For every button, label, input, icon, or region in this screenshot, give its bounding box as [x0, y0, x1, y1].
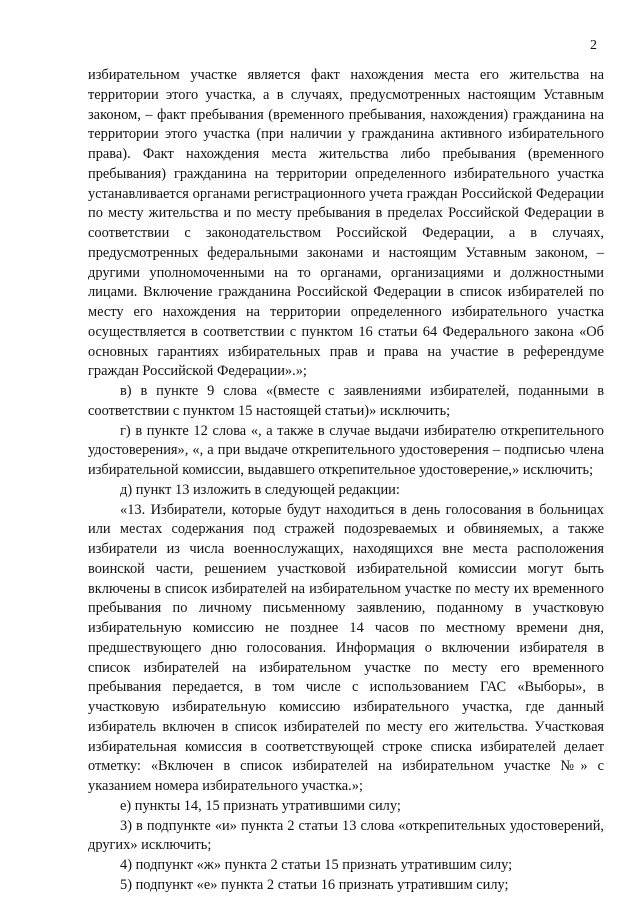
paragraph-item-v: в) в пункте 9 слова «(вместе с заявлениями избирателей, поданными в соответствии с пунктом 15 настоящей статьи)» исключить;: [88, 383, 604, 419]
page-number: 2: [590, 38, 597, 53]
paragraph-continuation: избирательном участке является факт нахождения места его жительства на территории этого участка, а в случаях, предусмотренных настоящим Уставным законом, – факт пребывания (временного пребывания, нахождения) гражданина на территории этого участка (при наличии у гражданина активного избирательного права). Факт нахождения места жительства либо пребывания (временного пребывания) гражданина на территории определенного избирательного участка устанавливается органами регистрационного учета граждан Российской Федерации по месту жительства и по месту пребывания в пределах Российской Федерации в соответствии с законодательством Российской Федерации, а в случаях, предусмотренных федеральными законами и настоящим Уставным законом, – другими уполномоченными на то органами, организациями и должностными лицами. Включение гражданина Российской Федерации в список избирателей по месту его нахождения на территории определенного избирательного участка осуществляется в соответствии с пунктом 16 статьи 64 Федерального закона «Об основных гарантиях избирательных прав и права на участие в референдуме граждан Российской Федерации».»;: [88, 67, 604, 380]
paragraph-item-d: д) пункт 13 изложить в следующей редакции:: [120, 481, 400, 498]
paragraph-item-3: 3) в подпункте «и» пункта 2 статьи 13 слова «открепительных удостоверений, других» исключить;: [88, 817, 604, 854]
paragraph-item-5: 5) подпункт «е» пункта 2 статьи 16 признать утратившим силу;: [120, 876, 509, 893]
paragraph-point-13: «13. Избиратели, которые будут находиться в день голосования в больницах или местах содержания под стражей подозреваемых и обвиняемых, а также избиратели из числа военнослужащих, находящихся вне места расположения воинской части, решением участковой избирательной комиссии могут быть включены в список избирателей на избирательном участке по месту их временного пребывания по личному письменному заявлению, поданному в участковую избирательную комиссию не позднее 14 часов по местному времени дня, предшествующего дню голосования. Информация о включении избирателя в список избирателей на избирательном участке по месту его временного пребывания передается, в том числе с использованием ГАС «Выборы», в участковую избирательную комиссию избирательного участка, где данный избиратель включен в список избирателей по месту его жительства. Участковая избирательная комиссия в соответствующей строке списка избирателей делает отметку: «Включен в список избирателей на избирательном участке №» с указанием номера избирательного участка.»;: [88, 501, 604, 794]
paragraph-item-g: г) в пункте 12 слова «, а также в случае выдачи избирателю открепительного удостоверения», «, а при выдаче открепительного удостоверения – подписью члена избирательной комиссии, выдавшего открепительное удостоверение,» исключить;: [88, 422, 604, 478]
document-body: [88, 66, 604, 896]
paragraph-item-e: е) пункты 14, 15 признать утратившими силу;: [120, 797, 401, 814]
paragraph-item-4: 4) подпункт «ж» пункта 2 статьи 15 признать утратившим силу;: [120, 857, 513, 873]
